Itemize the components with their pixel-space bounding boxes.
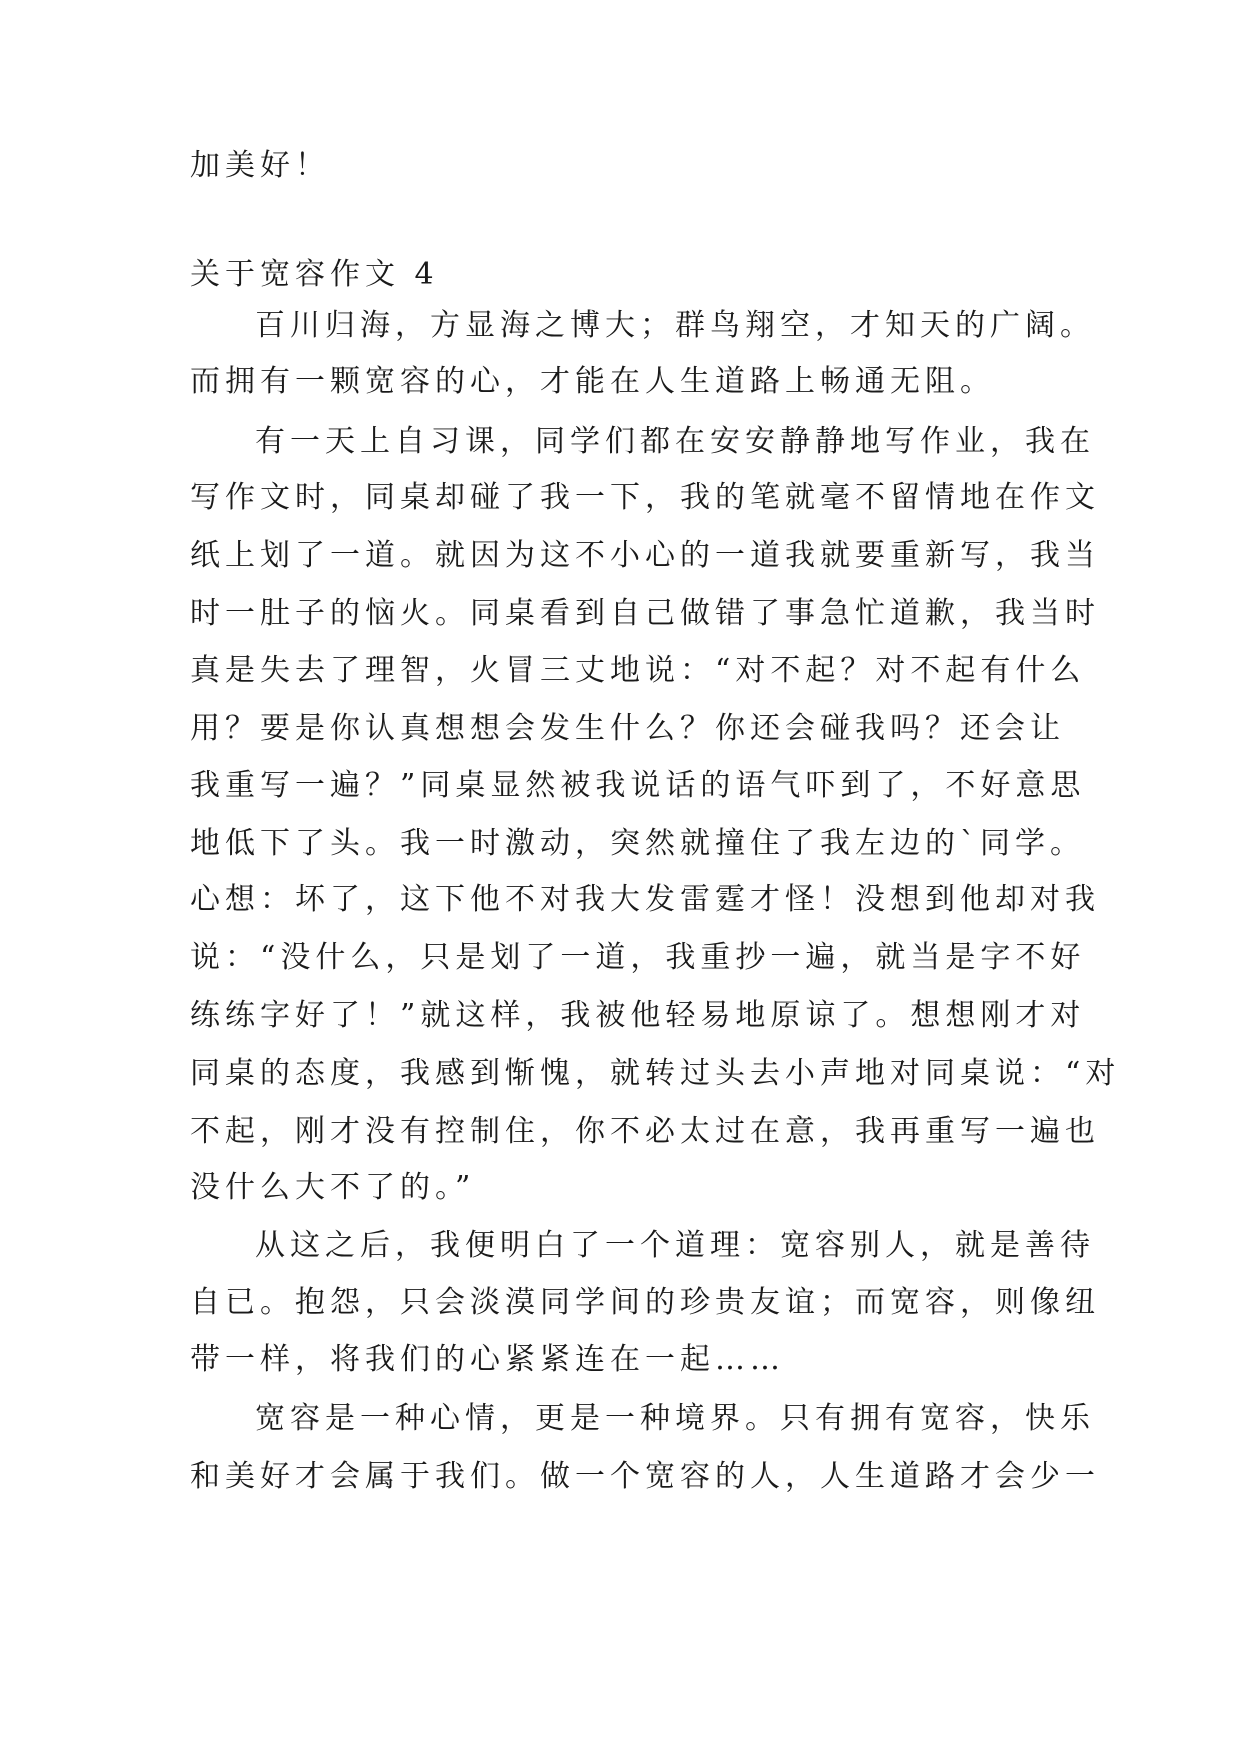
text-line: 没什么大不了的。”: [190, 1170, 476, 1205]
text-line: 纸上划了一道。就因为这不小心的一道我就要重新写，我当: [190, 538, 1100, 573]
text-line: 加美好！: [190, 148, 330, 183]
text-line: 练练字好了！”就这样，我被他轻易地原谅了。想想刚才对: [190, 998, 1086, 1033]
text-line: 带一样，将我们的心紧紧连在一起……: [190, 1342, 785, 1377]
text-line: 心想：坏了，这下他不对我大发雷霆才怪！没想到他却对我: [190, 882, 1100, 917]
text-line: 宽容是一种心情，更是一种境界。只有拥有宽容，快乐: [255, 1401, 1095, 1436]
text-line: 百川归海，方显海之博大；群鸟翔空，才知天的广阔。: [255, 308, 1095, 343]
text-line: 从这之后，我便明白了一个道理：宽容别人，就是善待: [255, 1228, 1095, 1263]
section-title: 关于宽容作文 4: [190, 257, 439, 292]
text-line: 写作文时，同桌却碰了我一下，我的笔就毫不留情地在作文: [190, 480, 1100, 515]
text-line: 和美好才会属于我们。做一个宽容的人，人生道路才会少一: [190, 1459, 1100, 1494]
text-line: 我重写一遍？”同桌显然被我说话的语气吓到了，不好意思: [190, 768, 1086, 803]
text-line: 而拥有一颗宽容的心，才能在人生道路上畅通无阻。: [190, 364, 995, 399]
text-line: 用？要是你认真想想会发生什么？你还会碰我吗？还会让: [190, 711, 1065, 746]
text-line: 不起，刚才没有控制住，你不必太过在意，我再重写一遍也: [190, 1114, 1100, 1149]
text-line: 地低下了头。我一时激动，突然就撞住了我左边的`同学。: [190, 826, 1085, 861]
text-line: 自已。抱怨，只会淡漠同学间的珍贵友谊；而宽容，则像纽: [190, 1285, 1100, 1320]
text-line: 同桌的态度，我感到惭愧，就转过头去小声地对同桌说：“对: [190, 1056, 1121, 1091]
text-line: 有一天上自习课，同学们都在安安静静地写作业，我在: [255, 424, 1095, 459]
text-line: 真是失去了理智，火冒三丈地说：“对不起？对不起有什么: [190, 653, 1086, 688]
text-line: 说：“没什么，只是划了一道，我重抄一遍，就当是字不好: [190, 940, 1086, 975]
text-line: 时一肚子的恼火。同桌看到自己做错了事急忙道歉，我当时: [190, 596, 1100, 631]
